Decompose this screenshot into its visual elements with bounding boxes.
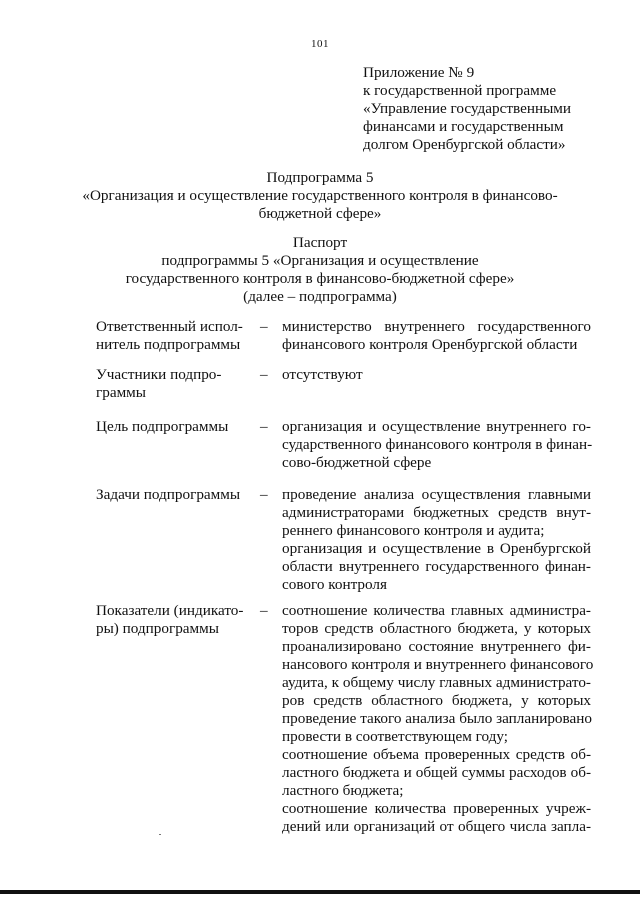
row-value-line: ров средств областного бюджета, у которых xyxy=(282,692,591,709)
subprogram-title-line: бюджетной сфере» xyxy=(258,205,382,222)
row-value-line: соотношение объема проверенных средств об- xyxy=(282,746,591,763)
appendix-line: к государственной программе xyxy=(363,82,557,99)
row-value xyxy=(282,366,591,384)
row-label-line: ры) подпрограммы xyxy=(96,620,219,637)
row-dash: – xyxy=(260,366,268,383)
subprogram-title-line: Подпрограмма 5 xyxy=(266,169,374,186)
row-dash: – xyxy=(260,418,268,435)
appendix-line: «Управление государственными xyxy=(363,100,572,117)
passport-row-responsible xyxy=(96,318,596,366)
page-number: 101 xyxy=(311,38,329,50)
bottom-rule xyxy=(0,890,640,894)
passport-title-line: Паспорт xyxy=(292,234,348,251)
passport-row-goal xyxy=(96,418,596,486)
passport-table xyxy=(96,318,596,842)
row-value-line: соотношение количества главных администра- xyxy=(282,602,591,619)
row-dash: – xyxy=(260,318,268,335)
row-value-line: организация и осуществление в Оренбургской xyxy=(282,540,591,557)
subprogram-title xyxy=(60,169,580,223)
appendix-header xyxy=(363,64,623,154)
passport-title-line: подпрограммы 5 «Организация и осуществление xyxy=(161,252,479,269)
subprogram-title-line: «Организация и осуществление государственного контроля в финансово- xyxy=(82,187,558,204)
passport-row-participants xyxy=(96,366,596,418)
row-value xyxy=(282,602,594,836)
row-value-line: проведение такого анализа было запланировано xyxy=(282,710,592,727)
row-label xyxy=(96,366,256,402)
row-value-line: организация и осуществление внутреннего го- xyxy=(282,418,591,435)
row-value-line: сово-бюджетной сфере xyxy=(282,454,432,471)
row-value-line: аудита, к общему числу главных администрато- xyxy=(282,674,591,691)
row-value-line: реннего финансового контроля и аудита; xyxy=(282,522,545,539)
appendix-line: Приложение № 9 xyxy=(363,64,475,81)
row-value-line: проанализировано состояние внутреннего фи- xyxy=(282,638,591,655)
scan-speck xyxy=(159,834,161,835)
row-value-line: провести в соответствующем году; xyxy=(282,728,508,745)
row-value-line: ластного бюджета; xyxy=(282,782,404,799)
row-value-line: ластного бюджета и общей суммы расходов об- xyxy=(282,764,591,781)
row-label-line: Показатели (индикато- xyxy=(96,602,244,619)
row-value xyxy=(282,318,591,354)
row-label-line: Ответственный испол- xyxy=(96,318,243,335)
row-label-line: Задачи подпрограммы xyxy=(96,486,241,503)
row-value-line: проведение анализа осуществления главными xyxy=(282,486,591,503)
row-value-line: дений или организаций от общего числа запла- xyxy=(282,818,591,835)
row-value-line: торов средств областного бюджета, у которых xyxy=(282,620,591,637)
row-value-line: нансового контроля и внутреннего финансового xyxy=(282,656,594,673)
row-value-line: соотношение количества проверенных учреж- xyxy=(282,800,591,817)
row-label-line: граммы xyxy=(96,384,146,401)
row-label xyxy=(96,602,256,638)
appendix-line: финансами и государственным xyxy=(363,118,564,135)
passport-row-tasks xyxy=(96,486,596,602)
row-value-line: области внутреннего государственного финан- xyxy=(282,558,591,575)
row-label xyxy=(96,418,256,436)
row-dash: – xyxy=(260,486,268,503)
row-value-line: финансового контроля Оренбургской области xyxy=(282,336,578,353)
row-label xyxy=(96,486,256,504)
row-label-line: Цель подпрограммы xyxy=(96,418,229,435)
row-value-line: сового контроля xyxy=(282,576,387,593)
appendix-line: долгом Оренбургской области» xyxy=(363,136,566,153)
passport-row-indicators xyxy=(96,602,596,842)
row-dash: – xyxy=(260,602,268,619)
row-value-line: сударственного финансового контроля в финан- xyxy=(282,436,593,453)
row-value-line: министерство внутреннего государственного xyxy=(282,318,591,335)
row-label xyxy=(96,318,256,354)
passport-title-line: государственного контроля в финансово-бюджетной сфере» xyxy=(125,270,515,287)
row-value-line: отсутствуют xyxy=(282,366,363,383)
row-value xyxy=(282,486,591,594)
row-value-line: администраторами бюджетных средств внут- xyxy=(282,504,591,521)
row-label-line: нитель подпрограммы xyxy=(96,336,241,353)
row-label-line: Участники подпро- xyxy=(96,366,222,383)
passport-title xyxy=(60,234,580,306)
row-value xyxy=(282,418,591,472)
passport-title-line: (далее – подпрограмма) xyxy=(243,288,397,305)
